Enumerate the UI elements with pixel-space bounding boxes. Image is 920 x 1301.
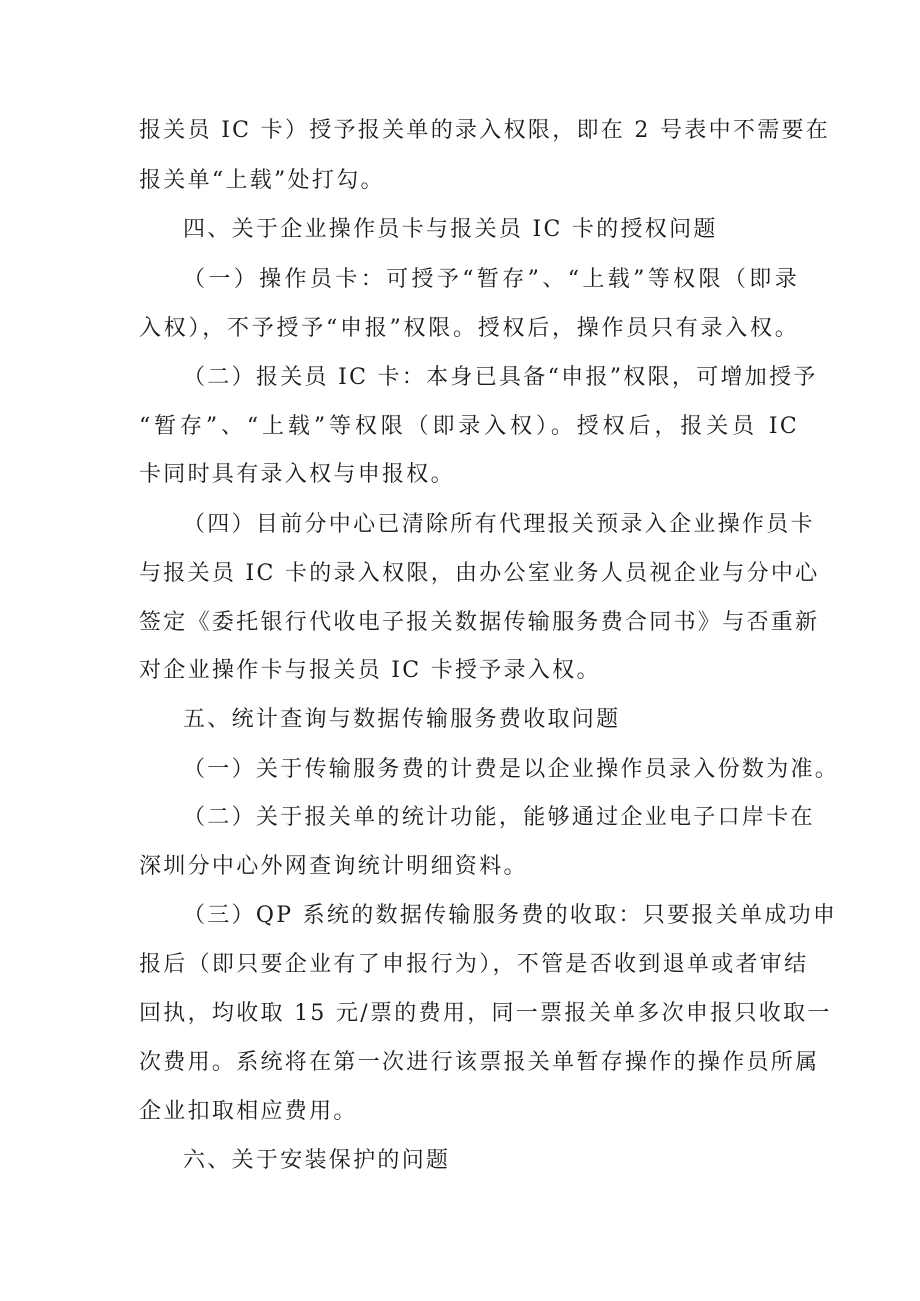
paragraph-line: （四）目前分中心已清除所有代理报关预录入企业操作员卡 — [183, 512, 815, 537]
section-heading: 六、关于安装保护的问题 — [183, 1148, 451, 1173]
paragraph-line: 报关单“上载”处打勾。 — [139, 168, 385, 193]
section-heading: 四、关于企业操作员卡与报关员 IC 卡的授权问题 — [183, 217, 718, 242]
paragraph-line: （一）关于传输服务费的计费是以企业操作员录入份数为准。 — [183, 757, 840, 782]
paragraph-line: （三）QP 系统的数据传输服务费的收取：只要报关单成功申 — [183, 903, 838, 928]
paragraph-line: 报后（即只要企业有了申报行为），不管是否收到退单或者审结 — [139, 952, 809, 977]
paragraph-line: 次费用。系统将在第一次进行该票报关单暂存操作的操作员所属 — [139, 1050, 820, 1075]
paragraph-line: 深圳分中心外网查询统计明细资料。 — [139, 854, 528, 879]
paragraph-line: 入权），不予授予“申报”权限。授权后，操作员只有录入权。 — [139, 316, 799, 341]
section-heading: 五、统计查询与数据传输服务费收取问题 — [183, 707, 621, 732]
paragraph-line: 对企业操作卡与报关员 IC 卡授予录入权。 — [139, 658, 601, 683]
paragraph-line: 卡同时具有录入权与申报权。 — [139, 462, 455, 487]
paragraph-line: （二）报关员 IC 卡：本身已具备“申报”权限，可增加授予 — [183, 365, 818, 390]
paragraph-line: 企业扣取相应费用。 — [139, 1099, 358, 1124]
paragraph-line: 签定《委托银行代收电子报关数据传输服务费合同书》与否重新 — [139, 610, 820, 635]
paragraph-line: （二）关于报关单的统计功能，能够通过企业电子口岸卡在 — [183, 805, 815, 830]
paragraph-line: “暂存”、“上载”等权限（即录入权）。授权后，报关员 IC — [139, 414, 799, 439]
paragraph-line: 与报关员 IC 卡的录入权限，由办公室业务人员视企业与分中心 — [139, 561, 820, 586]
paragraph-line: （一）操作员卡：可授予“暂存”、“上载”等权限（即录 — [183, 267, 799, 292]
paragraph-line: 报关员 IC 卡）授予报关单的录入权限，即在 2 号表中不需要在 — [139, 118, 831, 143]
paragraph-line: 回执，均收取 15 元/票的费用，同一票报关单多次申报只收取一 — [139, 1001, 832, 1026]
